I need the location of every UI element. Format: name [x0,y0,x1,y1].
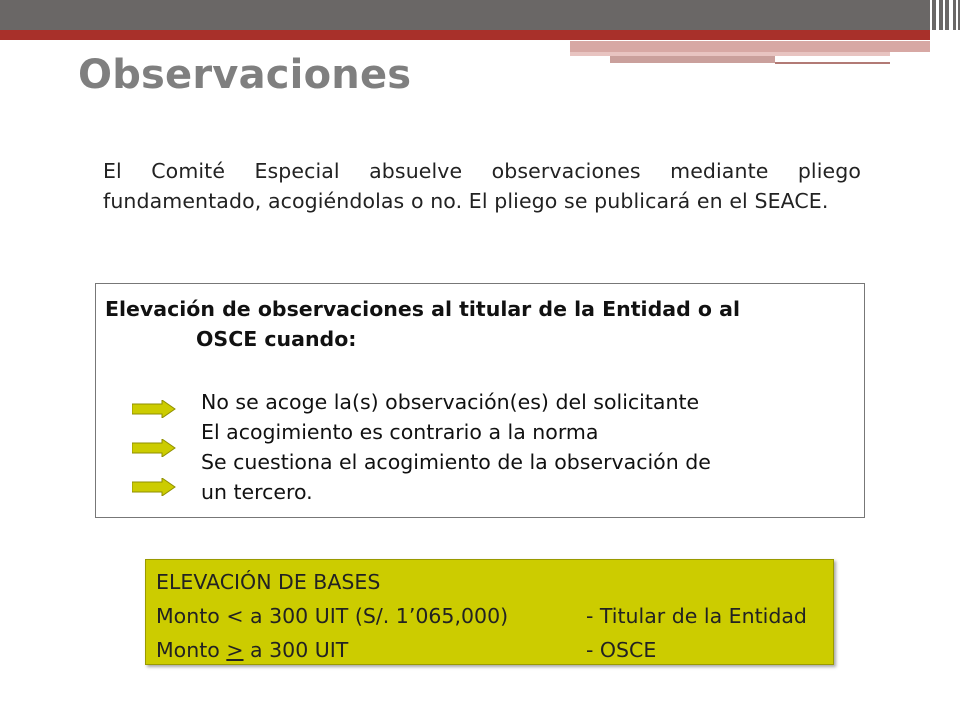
list-item: un tercero. [201,480,313,504]
conditions-box [95,283,865,518]
decorative-band [570,41,930,52]
conditions-heading-line1: Elevación de observaciones al titular de la Entidad o al [105,297,740,321]
decorative-band [610,56,775,63]
list-item: El acogimiento es contrario a la norma [201,420,599,444]
bases-row-2-label [156,638,348,662]
list-item: Se cuestiona el acogimiento de la observación de [201,450,711,474]
top-banner-bar [0,0,960,30]
bases-row-2-prefix: Monto [156,638,227,662]
conditions-heading-line2: OSCE cuando: [196,327,357,351]
right-arrow-icon [132,400,176,418]
list-item: No se acoge la(s) observación(es) del solicitante [201,390,700,414]
decorative-band [775,62,890,64]
top-accent-bar [0,30,930,40]
decorative-stripes [926,0,960,42]
bases-row-2-suffix: a 300 UIT [243,638,349,662]
right-arrow-icon [132,478,176,496]
right-arrow-icon [132,439,176,457]
slide-title: Observaciones [78,52,412,98]
bases-row-1-value: - Titular de la Entidad [586,604,807,628]
intro-paragraph: El Comité Especial absuelve observaciones mediante pliego fundamentado, acogiéndolas o no. El pliego se publicará en el SEACE. [103,159,861,213]
bases-row-2 [156,638,657,662]
greater-equal-symbol: > [226,638,244,662]
bases-row-1-label: Monto < a 300 UIT (S/. 1’065,000) [156,604,509,628]
bases-box [145,559,834,665]
bases-row-1 [156,604,807,628]
conditions-heading [105,294,855,354]
bases-title: ELEVACIÓN DE BASES [156,570,381,594]
conditions-list [201,387,861,507]
bases-row-2-value: - OSCE [586,638,657,662]
